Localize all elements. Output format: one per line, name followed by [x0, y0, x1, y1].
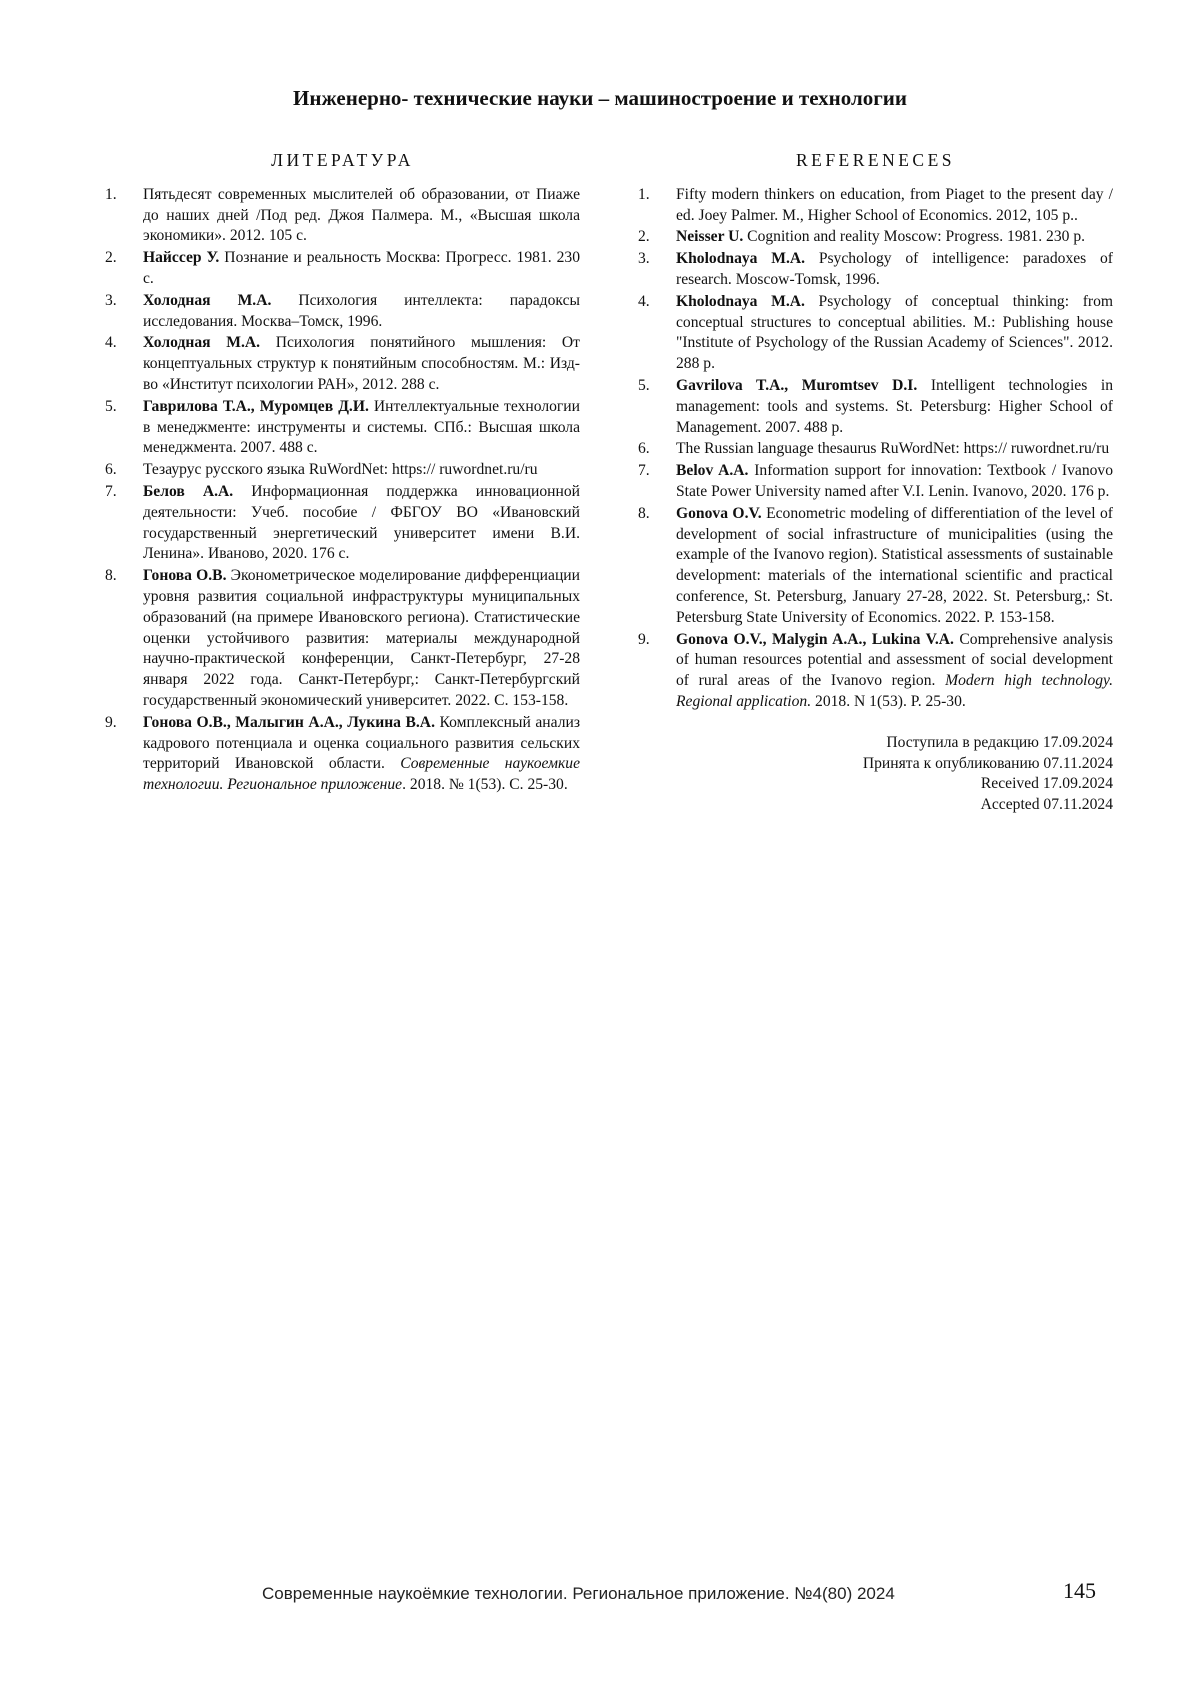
reference-text: Intelligent technologies in management: tools and systems. St. Petersburg: Higher School of Management. 2007. 488 p.: [676, 376, 1113, 436]
page-number: 145: [1063, 1578, 1096, 1603]
reference-text: Комплексный анализ кадрового потенциала и оценка социального развития сельских территорий Ивановской области.: [143, 713, 580, 773]
reference-item: [105, 397, 580, 459]
journal-footer: Современные наукоёмкие технологии. Региональное приложение. №4(80) 2024: [262, 1584, 895, 1603]
reference-tail: 2018. N 1(53). P. 25-30.: [811, 692, 966, 710]
reference-text: Comprehensive analysis of human resources potential and assessment of social development of rural areas of the Ivanovo region.: [676, 630, 1113, 690]
page-header: Инженерно- технические науки – машиностроение и технологии: [293, 86, 907, 110]
reference-number: 4.: [638, 292, 650, 310]
reference-item: [105, 185, 580, 247]
reference-text: Information support for innovation: Textbook / Ivanovo State Power University named after V.I. Lenin. Ivanovo, 2020. 176 p.: [676, 462, 1114, 500]
reference-number: 2.: [105, 249, 117, 267]
reference-text: The Russian language thesaurus RuWordNet: https:// ruwordnet.ru/ru: [676, 440, 1110, 458]
reference-item: [638, 630, 1113, 713]
reference-text: Интеллектуальные технологии в менеджменте: инструменты и системы. СПб.: Высшая школа менеджмента. 2007. 488 с.: [143, 397, 580, 457]
reference-authors: Kholodnaya M.A.: [676, 292, 805, 310]
reference-authors: Холодная М.А.: [143, 291, 272, 309]
reference-number: 9.: [638, 630, 650, 648]
reference-text: Fifty modern thinkers on education, from Piaget to the present day / ed. Joey Palmer. M., Higher School of Economics. 2012, 105 p..: [676, 185, 1113, 224]
reference-authors: Gonova O.V.: [676, 504, 762, 522]
reference-number: 5.: [105, 397, 117, 415]
reference-number: 6.: [105, 461, 117, 479]
reference-item: [638, 292, 1113, 375]
literature-title: ЛИТЕРАТУРА: [271, 150, 414, 170]
reference-number: 9.: [105, 713, 117, 731]
reference-authors: Neisser U.: [676, 228, 744, 246]
reference-item: [638, 227, 1113, 248]
reference-item: [105, 291, 580, 333]
reference-number: 8.: [638, 504, 650, 522]
reference-authors: Белов А.А.: [143, 482, 234, 500]
received-en: Received 17.09.2024: [980, 775, 1113, 793]
reference-number: 7.: [638, 462, 650, 480]
reference-authors: Belov A.A.: [676, 462, 749, 480]
reference-authors: Найссер У.: [143, 249, 220, 267]
reference-authors: Gavrilova T.A., Muromtsev D.I.: [676, 376, 918, 394]
literature-list: [105, 185, 580, 796]
reference-authors: Гонова О.В., Малыгин А.А., Лукина В.А.: [143, 713, 435, 731]
reference-item: [638, 461, 1113, 503]
reference-text: Психология интеллекта: парадоксы исследования. Москва–Томск, 1996.: [143, 291, 581, 330]
reference-text: Эконометрическое моделирование дифференциации уровня развития социальной инфраструктуры муниципальных образований (на примере Ивановского региона). Статистические оценки устойчивого развития: материалы международной научно-практической конференции, Санкт-Петербург, 27-28 января 2022 года. Санкт-Петербург,: Санкт-Петербургский государственный экономический университет. 2022. С. 153-158.: [143, 567, 580, 709]
reference-text: Psychology of conceptual thinking: from conceptual structures to conceptual abilities. M.: Publishing house "Institute of Psychology of the Russian Academy of Sciences". 2012. 288 p.: [676, 292, 1114, 373]
received-ru: Поступила в редакцию 17.09.2024: [886, 733, 1113, 751]
reference-authors: Kholodnaya M.A.: [676, 250, 806, 268]
reference-number: 3.: [105, 291, 117, 309]
reference-text: Пятьдесят современных мыслителей об образовании, от Пиаже до наших дней /Под ред. Джоя Палмера. М., «Высшая школа экономики». 2012. 105 с.: [143, 185, 580, 245]
reference-authors: Gonova O.V., Malygin A.A., Lukina V.A.: [676, 630, 954, 648]
reference-number: 3.: [638, 250, 650, 268]
reference-text: Психология понятийного мышления: От концептуальных структур к понятийным способностям. М.: Изд-во «Институт психологии РАН», 2012. 288 с.: [143, 334, 580, 393]
reference-number: 1.: [638, 185, 650, 203]
submission-dates: [638, 733, 1113, 816]
reference-tail: . 2018. № 1(53). С. 25-30.: [402, 776, 568, 794]
reference-item: [638, 185, 1113, 227]
reference-text: Econometric modeling of differentiation of the level of development of social infrastructure of municipalities (using the example of the Ivanovo region). Statistical assessments of sustainable development: materials of the international scientific and practical conference, St. Petersburg, January 27-28, 2022. St. Petersburg,: St. Petersburg State University of Economics. 2022. P. 153-158.: [676, 504, 1113, 626]
reference-number: 2.: [638, 228, 650, 246]
reference-text: Cognition and reality Moscow: Progress. 1981. 230 p.: [743, 228, 1086, 246]
accepted-ru: Принята к опубликованию 07.11.2024: [862, 754, 1113, 772]
reference-item: [105, 482, 580, 565]
literature-column: [105, 150, 580, 797]
reference-text: Познание и реальность Москва: Прогресс. 1981. 230 с.: [143, 249, 581, 287]
reference-item: [105, 713, 580, 796]
reference-journal: Modern high technology. Regional application.: [676, 672, 1113, 710]
reference-number: 7.: [105, 482, 117, 500]
reference-item: [638, 249, 1113, 291]
reference-item: [105, 248, 580, 290]
accepted-en: Accepted 07.11.2024: [980, 796, 1113, 814]
reference-journal: Современные наукоемкие технологии. Региональное приложение: [143, 755, 581, 794]
reference-text: Psychology of intelligence: paradoxes of research. Moscow-Tomsk, 1996.: [676, 250, 1114, 288]
references-list: [638, 185, 1113, 713]
reference-text: Информационная поддержка инновационной деятельности: Учеб. пособие / ФБГОУ ВО «Ивановский государственный энергетический университет имени В.И. Ленина». Иваново, 2020. 176 с.: [143, 482, 580, 563]
reference-item: [105, 460, 580, 481]
reference-item: [105, 333, 580, 395]
reference-text: Тезаурус русского языка RuWordNet: https:// ruwordnet.ru/ru: [143, 461, 538, 479]
reference-item: [638, 439, 1113, 460]
reference-number: 1.: [105, 185, 117, 203]
references-title: REFERENECES: [795, 150, 956, 170]
reference-item: [638, 504, 1113, 629]
reference-number: 4.: [105, 334, 117, 352]
reference-number: 5.: [638, 376, 650, 394]
reference-authors: Гаврилова Т.А., Муромцев Д.И.: [143, 397, 369, 415]
reference-authors: Гонова О.В.: [143, 567, 227, 585]
reference-number: 6.: [638, 440, 650, 458]
reference-item: [638, 376, 1113, 438]
reference-number: 8.: [105, 567, 117, 585]
reference-item: [105, 566, 580, 712]
reference-authors: Холодная М.А.: [143, 334, 261, 352]
references-column: [638, 150, 1113, 816]
